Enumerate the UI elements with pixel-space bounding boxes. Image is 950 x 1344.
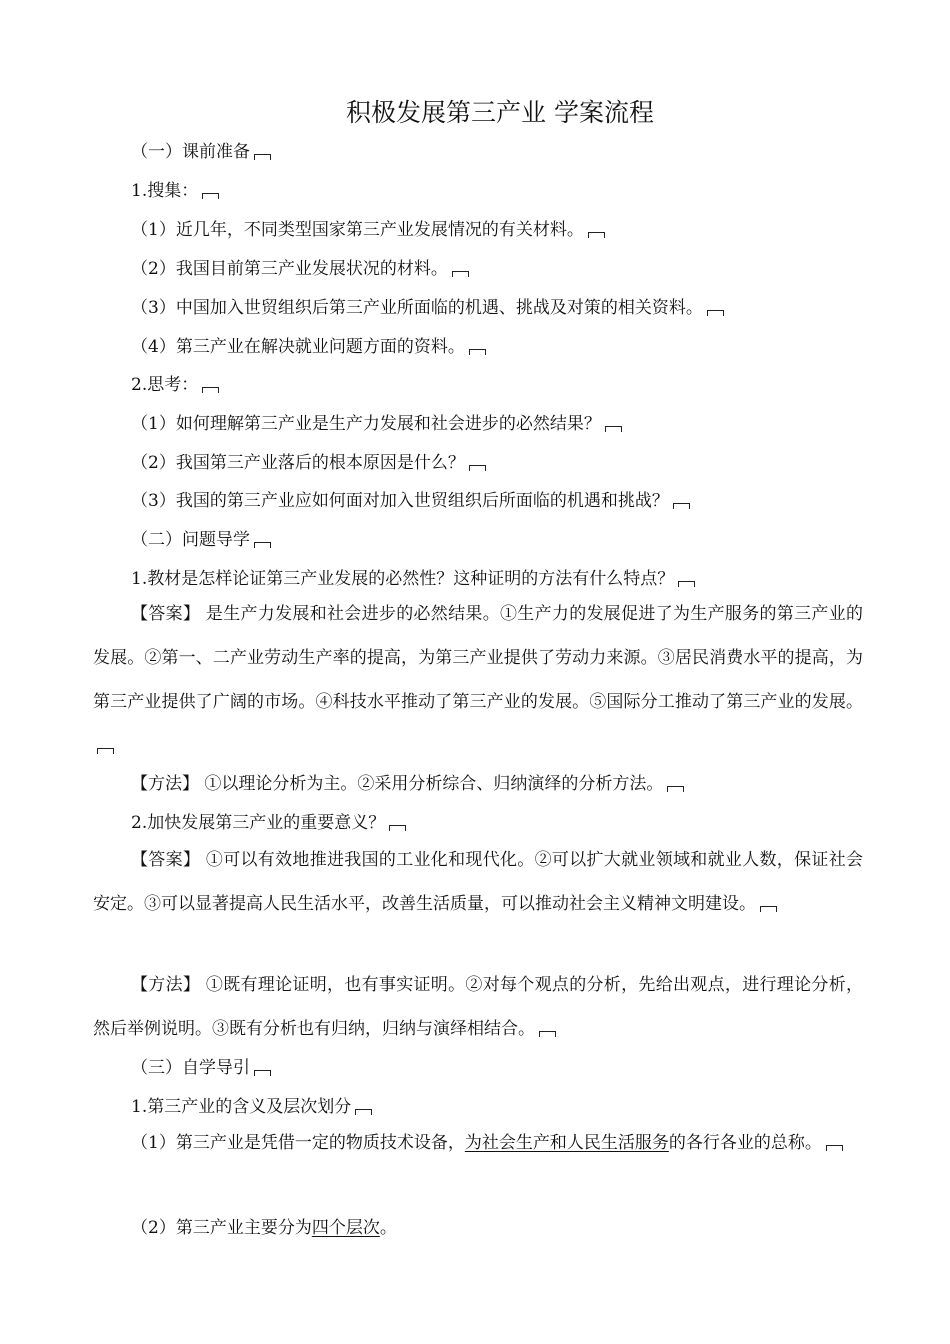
paragraph-mark-icon (678, 581, 695, 587)
think-item: （3）我国的第三产业应如何面对加入世贸组织后所面临的机遇和挑战？ (131, 490, 911, 512)
paragraph-mark-icon (826, 1145, 843, 1151)
underlined-answer: 四个层次 (311, 1218, 380, 1238)
method-1: 【方法】 ①以理论分析为主。②采用分析综合、归纳演绎的分析方法。 (131, 773, 911, 795)
paragraph-mark-icon (97, 748, 114, 754)
collect-item: （1）近几年，不同类型国家第三产业发展情况的有关材料。 (131, 219, 911, 241)
collect-heading: 1.搜集： (131, 180, 911, 202)
method-label: 【方法】 (131, 975, 201, 995)
answer-2: 【答案】 ①可以有效地推进我国的工业化和现代化。②可以扩大就业领域和就业人数，保证社会安定。③可以显著提高人民生活水平，改善生活质量，可以推动社会主义精神文明建设。 (93, 850, 863, 914)
think-item: （2）我国第三产业落后的根本原因是什么？ (131, 452, 911, 474)
answer-label: 【答案】 (131, 850, 201, 870)
page-title: 积极发展第三产业 学案流程 (346, 98, 654, 127)
section-heading-1: （一）课前准备 (131, 141, 911, 163)
collect-item: （4）第三产业在解决就业问题方面的资料。 (131, 336, 911, 358)
section-heading-3: （三）自学导引 (131, 1057, 911, 1079)
paragraph-mark-icon (254, 1070, 271, 1076)
collect-item: （2）我国目前第三产业发展状况的材料。 (131, 258, 911, 280)
answer-1: 【答案】 是生产力发展和社会进步的必然结果。①生产力的发展促进了为生产服务的第三产业的发展。②第一、二产业劳动生产率的提高，为第三产业提供了劳动力来源。③居民消费水平的提高，为第三产业提供了广阔的市场。④科技水平推动了第三产业的发展。⑤国际分工推动了第三产业的发展。 (93, 592, 863, 768)
paragraph-mark-icon (707, 310, 724, 316)
method-2: 【方法】 ①既有理论证明，也有事实证明。②对每个观点的分析，先给出观点，进行理论分析，然后举例说明。③既有分析也有归纳，归纳与演绎相结合。 (93, 975, 863, 1039)
paragraph-mark-icon (254, 542, 271, 548)
method-label: 【方法】 (131, 774, 199, 794)
think-item: （1）如何理解第三产业是生产力发展和社会进步的必然结果？ (131, 413, 911, 435)
paragraph-mark-icon (760, 906, 777, 912)
topic-1: 1.第三产业的含义及层次划分 (131, 1096, 911, 1118)
paragraph-mark-icon (202, 387, 219, 393)
think-heading: 2.思考： (131, 374, 911, 396)
question-1: 1.教材是怎样论证第三产业发展的必然性？这种证明的方法有什么特点？ (131, 568, 911, 590)
answer-label: 【答案】 (131, 604, 201, 624)
paragraph-mark-icon (202, 193, 219, 199)
underlined-answer: 为社会生产和人民生活服务 (464, 1133, 669, 1153)
section-heading-2: （二）问题导学 (131, 529, 911, 551)
levels-paragraph: （2）第三产业主要分为四个层次。 (131, 1218, 397, 1238)
paragraph-mark-icon (389, 825, 406, 831)
paragraph-mark-icon (469, 465, 486, 471)
paragraph-mark-icon (673, 503, 690, 509)
paragraph-mark-icon (469, 349, 486, 355)
paragraph-mark-icon (254, 154, 271, 160)
question-2: 2.加快发展第三产业的重要意义？ (131, 812, 911, 834)
paragraph-mark-icon (355, 1109, 372, 1115)
paragraph-mark-icon (667, 786, 684, 792)
definition-paragraph: （1）第三产业是凭借一定的物质技术设备，为社会生产和人民生活服务的各行各业的总称。 (93, 1121, 863, 1165)
paragraph-mark-icon (588, 232, 605, 238)
paragraph-mark-icon (539, 1031, 556, 1037)
paragraph-mark-icon (452, 271, 469, 277)
paragraph-mark-icon (605, 426, 622, 432)
collect-item: （3）中国加入世贸组织后第三产业所面临的机遇、挑战及对策的相关资料。 (131, 297, 911, 319)
